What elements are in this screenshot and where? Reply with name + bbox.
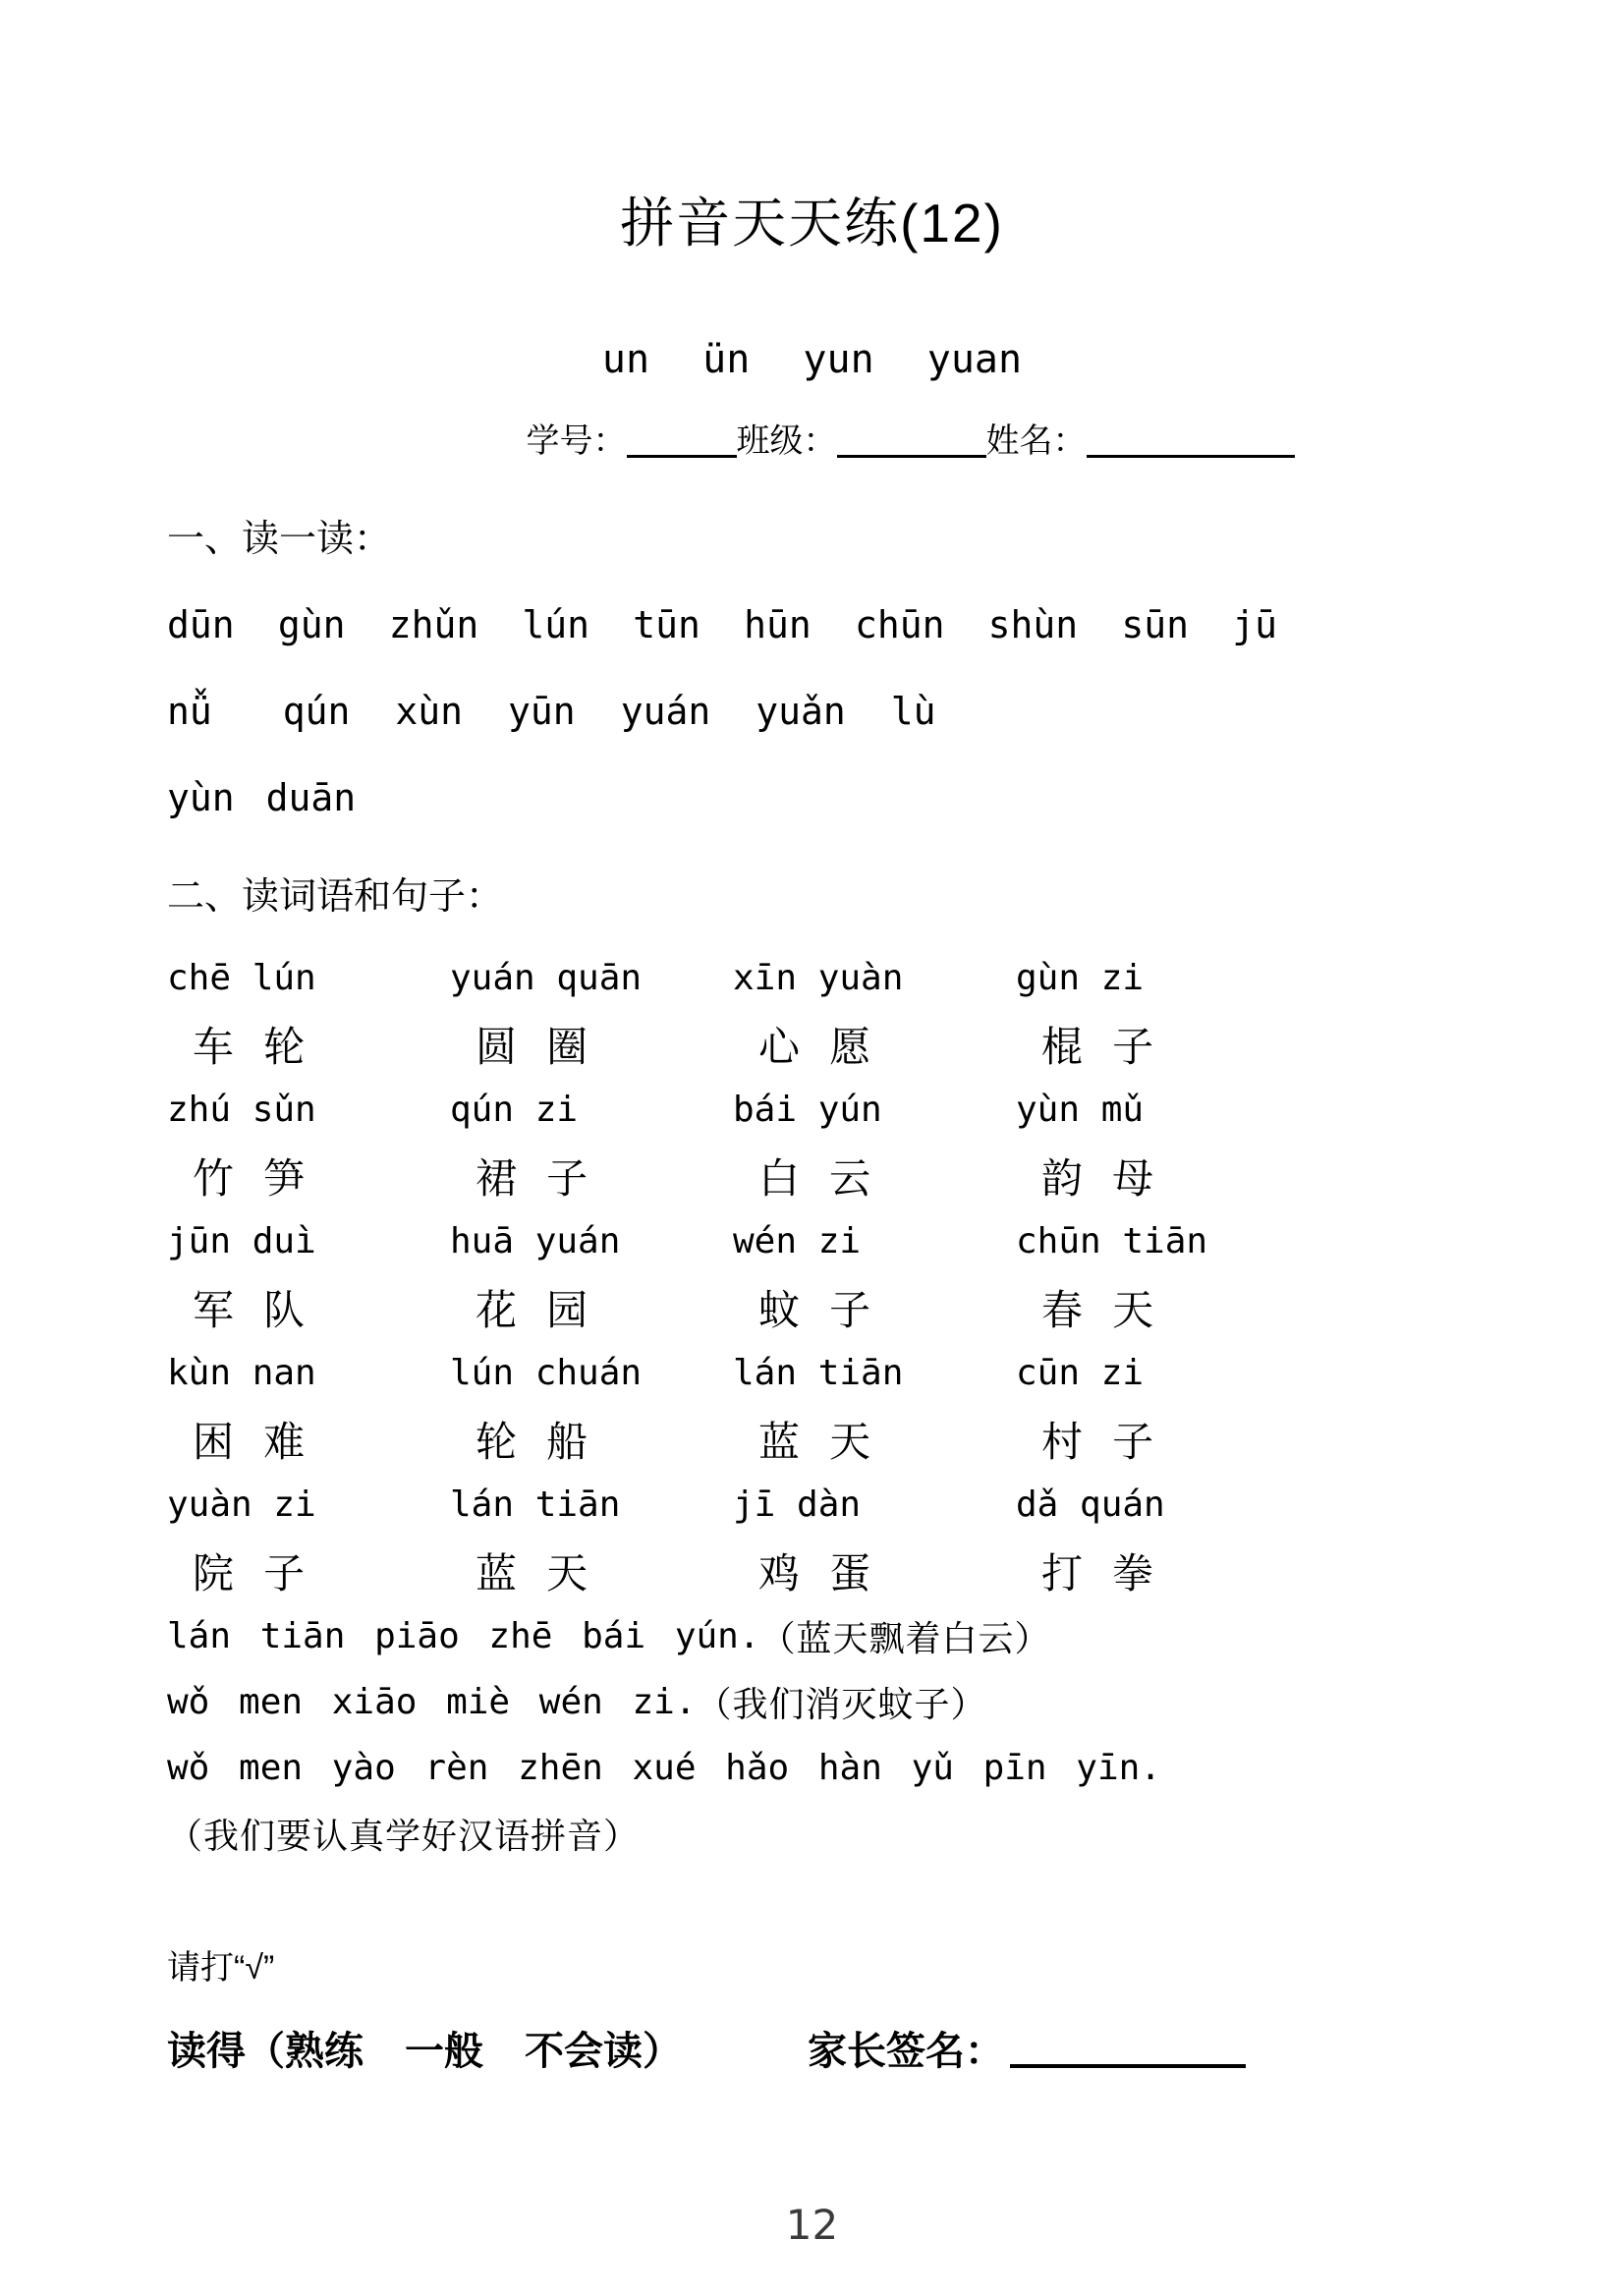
- syllable-row: [167, 688, 1457, 735]
- syllable-row: [167, 774, 1457, 821]
- word-hanzi: 圆 圈: [476, 1023, 597, 1070]
- word-hanzi-row: [167, 1406, 1457, 1472]
- parent-signature-blank: [1010, 2056, 1246, 2068]
- sentence-pinyin: wǒ men xiāo miè wén zi.: [167, 1682, 697, 1722]
- word-hanzi-row: [167, 1011, 1457, 1077]
- word-hanzi: 蓝 天: [476, 1549, 597, 1596]
- rating-line: [167, 2024, 1457, 2079]
- page-title: 拼音天天练(12): [620, 193, 1004, 253]
- word-pinyin: zhú sǔn: [167, 1090, 316, 1130]
- word-pinyin-row: [167, 945, 1457, 1011]
- word-hanzi: 韵 母: [1041, 1154, 1163, 1202]
- word-hanzi-row: [167, 1274, 1457, 1340]
- word-pinyin-row: [167, 1472, 1457, 1538]
- class-label: 班级：: [736, 422, 837, 460]
- rating-prefix: 读得（: [167, 2030, 285, 2073]
- pinyin-syllable: duān: [265, 776, 357, 819]
- pinyin-syllable: chūn: [854, 603, 945, 646]
- word-pinyin: wén zi: [733, 1221, 862, 1261]
- sentence-line: [167, 1669, 1457, 1735]
- word-pinyin: jī dàn: [733, 1484, 862, 1525]
- word-hanzi: 心 愿: [758, 1023, 880, 1070]
- word-pinyin: bái yún: [733, 1090, 882, 1130]
- word-pinyin: dǎ quán: [1016, 1484, 1165, 1525]
- pinyin-syllable: yuǎn: [756, 690, 846, 733]
- pinyin-syllable: yuán: [620, 690, 711, 733]
- word-pinyin: qún zi: [450, 1090, 579, 1130]
- sentence-hanzi: （我们消灭蚊子）: [696, 1684, 987, 1724]
- word-pinyin: yuán quān: [450, 958, 643, 998]
- word-pinyin-row: [167, 1208, 1457, 1274]
- page-number: 12: [785, 2201, 839, 2249]
- sentence-line: [167, 1603, 1457, 1669]
- word-pinyin: chūn tiān: [1016, 1221, 1208, 1261]
- word-hanzi: 困 难: [193, 1418, 314, 1465]
- word-pinyin: kùn nan: [167, 1353, 316, 1393]
- pinyin-syllable: tūn: [633, 603, 700, 646]
- word-grid: [167, 945, 1457, 1603]
- word-hanzi: 院 子: [193, 1549, 314, 1596]
- word-pinyin: huā yuán: [450, 1221, 621, 1261]
- word-hanzi: 村 子: [1041, 1418, 1163, 1465]
- word-hanzi: 棍 子: [1041, 1023, 1163, 1070]
- sentence-list: [167, 1603, 1457, 1867]
- word-pinyin: yuàn zi: [167, 1484, 316, 1525]
- word-pinyin: lún chuán: [450, 1353, 643, 1393]
- section2-heading: 二、读词语和句子：: [167, 876, 504, 918]
- rating-option-cannot-read: 不会读: [525, 2030, 643, 2073]
- pinyin-syllable: gùn: [277, 603, 346, 646]
- word-hanzi: 轮 船: [476, 1418, 597, 1465]
- rating-option-proficient: 熟练: [285, 2030, 364, 2073]
- pinyin-syllable: yūn: [508, 690, 576, 733]
- word-pinyin-row: [167, 1340, 1457, 1406]
- name-blank: [1087, 446, 1295, 458]
- pinyin-syllable: shùn: [987, 603, 1079, 646]
- sentence-pinyin: lán tiān piāo zhē bái yún.: [167, 1616, 760, 1656]
- word-hanzi: 白 云: [758, 1154, 880, 1202]
- word-hanzi-row: [167, 1143, 1457, 1208]
- check-instruction: 请打“√”: [167, 1949, 275, 1987]
- word-pinyin: chē lún: [167, 958, 316, 998]
- sentence-line: [167, 1735, 1457, 1801]
- sentence-pinyin: wǒ men yào rèn zhēn xué hǎo hàn yǔ pīn yīn.: [167, 1748, 1161, 1788]
- parent-signature-label: 家长签名：: [808, 2030, 1004, 2073]
- student-info-line: [167, 419, 1457, 464]
- pinyin-syllable: dūn: [167, 603, 235, 646]
- word-hanzi: 裙 子: [476, 1154, 597, 1202]
- pinyin-syllable: lún: [522, 603, 590, 646]
- sentence-hanzi: （我们要认真学好汉语拼音）: [167, 1816, 641, 1856]
- pinyin-syllable: jū: [1232, 603, 1277, 646]
- pinyin-syllable: xùn: [395, 690, 464, 733]
- word-pinyin: yùn mǔ: [1016, 1090, 1145, 1130]
- word-hanzi: 蚊 子: [758, 1286, 880, 1333]
- pinyin-syllable: sūn: [1121, 603, 1190, 646]
- pinyin-syllable: nǚ: [167, 690, 212, 733]
- syllable-row: [167, 601, 1277, 648]
- word-pinyin: gùn zi: [1016, 958, 1145, 998]
- pinyin-syllable: hūn: [744, 603, 812, 646]
- word-hanzi: 军 队: [193, 1286, 314, 1333]
- word-hanzi: 春 天: [1041, 1286, 1163, 1333]
- rating-suffix: ）: [643, 2030, 682, 2073]
- sentence-line: [167, 1801, 1457, 1867]
- word-hanzi: 花 园: [476, 1286, 597, 1333]
- lesson-pinyin-subtitle: un ün yun yuan: [601, 337, 1023, 382]
- word-pinyin-row: [167, 1077, 1457, 1143]
- student-id-blank: [627, 446, 737, 458]
- student-id-label: 学号：: [526, 422, 627, 460]
- class-blank: [837, 446, 986, 458]
- name-label: 姓名：: [985, 422, 1087, 460]
- word-hanzi: 打 拳: [1041, 1549, 1163, 1596]
- word-hanzi: 蓝 天: [758, 1418, 880, 1465]
- word-hanzi-row: [167, 1538, 1457, 1603]
- word-hanzi: 车 轮: [193, 1023, 314, 1070]
- pinyin-syllable: yùn: [167, 776, 235, 819]
- word-pinyin: xīn yuàn: [733, 958, 904, 998]
- word-pinyin: lán tiān: [450, 1484, 621, 1525]
- word-pinyin: cūn zi: [1016, 1353, 1145, 1393]
- pinyin-syllable: qún: [282, 690, 351, 733]
- word-hanzi: 鸡 蛋: [758, 1549, 880, 1596]
- word-hanzi: 竹 笋: [193, 1154, 314, 1202]
- pinyin-syllable: zhǔn: [388, 603, 479, 646]
- pinyin-syllable: lù: [890, 690, 936, 733]
- word-pinyin: jūn duì: [167, 1221, 316, 1261]
- syllable-rows: [167, 601, 1457, 821]
- rating-option-average: 一般: [405, 2030, 483, 2073]
- word-pinyin: lán tiān: [733, 1353, 904, 1393]
- section1-heading: 一、读一读：: [167, 519, 392, 560]
- sentence-hanzi: （蓝天飘着白云）: [759, 1618, 1051, 1658]
